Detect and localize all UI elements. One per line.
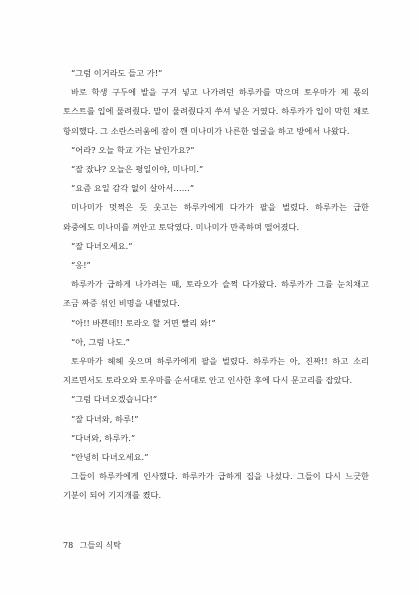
paragraph: “어라? 오늘 학교 가는 날인가요?”: [71, 144, 195, 155]
paragraph: 토우마가 헤헤 웃으며 하루카에게 팔을 벌렸다. 하루카는 아, 진짜!! 하고 소리 지르면서도 토라오와 토우마를 순서대로 안고 인사한 후에 다시 문고리를 잡았다.: [63, 356, 369, 386]
paragraph: “그럼 이거라도 들고 가!”: [71, 68, 163, 78]
paragraph: “다녀와, 하루카.”: [71, 432, 136, 443]
body-text: [63, 64, 369, 506]
paragraph: “잘 다녀와, 하루!”: [71, 413, 139, 424]
paragraph: “잘 다녀오세요.”: [71, 240, 133, 251]
paragraph: “아, 그럼 나도.”: [71, 336, 130, 347]
paragraph: 미나미가 멋쩍은 듯 웃고는 하루카에게 다가가 팔을 벌렸다. 하루카는 급한 와중에도 미나미를 껴안고 토닥였다. 미나미가 만족하며 떨어졌다.: [63, 202, 369, 232]
paragraph: 그들이 하루카에게 인사했다. 하루카가 급하게 집을 나섰다. 그들이 다시 느긋한 기분이 되어 기지개를 켰다.: [63, 471, 369, 501]
paragraph: “안녕히 다녀오세요.”: [71, 452, 149, 463]
paragraph: “요즘 요일 감각 없이 살아서……”: [71, 183, 195, 194]
page-number: 78: [63, 541, 74, 550]
book-title: 그들의 식탁: [79, 541, 121, 550]
paragraph: “잘 잤냐? 오늘은 평일이야, 미나미.”: [71, 164, 204, 175]
paragraph: 바로 학생 구두에 발을 구겨 넣고 나가려던 하루카를 막으며 토우마가 제 몫의 토스트를 입에 물려줬다. 말이 물려줬다지 쑤셔 넣은 거였다. 하루카가 입이 막힌 채로 항의했다. 그 소란스러움에 잠이 깬 미나미가 나른한 얼굴을 하고 방에서 나왔다.: [63, 87, 369, 136]
paragraph: “아!! 바쁜데!! 토라오 할 거면 빨리 와!”: [71, 317, 216, 328]
page-footer: [63, 540, 121, 552]
paragraph: “응!”: [71, 260, 91, 271]
paragraph: “그럼 다녀오겠습니다!”: [71, 394, 158, 405]
paragraph: 하루카가 급하게 나가려는 때, 토라오가 슬쩍 다가왔다. 하루카가 그를 눈치채고 조금 짜증 섞인 비명을 내뱉었다.: [63, 279, 369, 309]
